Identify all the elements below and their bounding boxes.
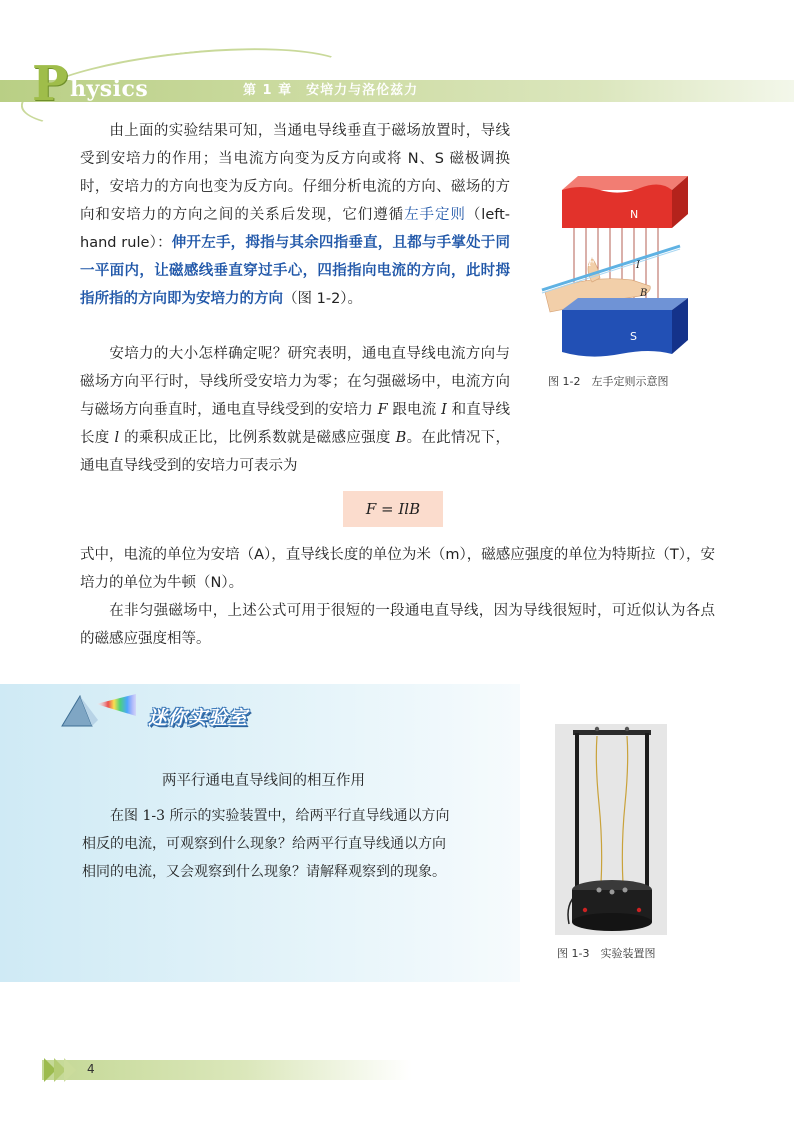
figure-caption: 图 1-3 实验装置图 bbox=[557, 947, 656, 960]
paragraph-left-hand-rule bbox=[80, 117, 510, 313]
term-left-hand-rule: 左手定则 bbox=[404, 207, 466, 223]
paragraph-text: 由上面的实验结果可知，当通电导线垂直于磁场放置时，导线受到安培力的作用；当电流方向变为反方向或将 N、S 磁极调换时，安培力的方向也变为反方向。仔细分析电流的方向、磁场的方向和安培力的方向之间的关系后发现，它们遵循 bbox=[80, 123, 510, 223]
page-number: 4 bbox=[87, 1062, 95, 1076]
paragraph-text: 安培力的大小怎样确定呢？研究表明，通电直导线电流方向与磁场方向平行时，导线所受安培力为零；在匀强磁场中，电流方向与磁场方向垂直时，通电直导线受到的安培力 bbox=[80, 346, 510, 418]
symbol-B: B bbox=[395, 430, 407, 446]
mini-lab-subtitle: 两平行通电直导线间的相互作用 bbox=[162, 773, 365, 789]
figure-caption: 图 1-2 左手定则示意图 bbox=[548, 375, 669, 388]
footer-bar bbox=[42, 1060, 412, 1080]
header-logo-initial: P bbox=[32, 56, 69, 112]
prism-icon bbox=[56, 690, 136, 730]
paragraph-text: 。在此情况下，通电直导线受到的安培力可表示为 bbox=[80, 430, 510, 474]
chapter-title: 第 1 章 安培力与洛伦兹力 bbox=[243, 83, 419, 98]
paragraph-end: （图 1-2）。 bbox=[283, 291, 363, 307]
mini-lab-title: 迷你实验室 bbox=[148, 707, 249, 729]
rule-statement: 伸开左手，拇指与其余四指垂直，且都与手掌处于同一平面内，让磁感线垂直穿过手心，四指指向电流的方向，此时拇指所指的方向即为安培力的方向 bbox=[80, 235, 511, 307]
paragraph-units: 式中，电流的单位为安培（A），直导线长度的单位为米（m），磁感应强度的单位为特斯拉（T），安培力的单位为牛顿（N）。 bbox=[80, 547, 715, 591]
symbol-I: I bbox=[441, 402, 447, 418]
mini-lab-text bbox=[82, 802, 452, 886]
header-logo-text: hysics bbox=[70, 76, 149, 102]
paragraph-text: 在非匀强磁场中，上述公式可用于很短的一段通电直导线，因为导线很短时，可近似认为各点的磁感应强度相等。 bbox=[80, 603, 715, 647]
paragraph-text: 跟电流 bbox=[387, 402, 442, 418]
paragraph-text: 在图 1-3 所示的实验装置中，给两平行直导线通以方向相反的电流，可观察到什么现象？给两平行直导线通以方向相同的电流，又会观察到什么现象？请解释观察到的现象。 bbox=[82, 808, 450, 880]
paragraph-nonuniform bbox=[80, 597, 715, 653]
left-hand-rule-figure bbox=[540, 172, 690, 368]
footer-arrows-icon bbox=[44, 1058, 82, 1082]
force-label: F bbox=[588, 258, 595, 269]
term-english: （left-hand rule）： bbox=[80, 207, 511, 251]
current-label: I bbox=[636, 260, 640, 271]
symbol-F: F bbox=[377, 402, 388, 418]
magnet-s-label: S bbox=[630, 330, 637, 343]
field-label: B bbox=[640, 288, 648, 299]
apparatus-figure bbox=[555, 724, 667, 935]
magnet-n-label: N bbox=[630, 208, 639, 221]
symbol-l: l bbox=[114, 430, 120, 446]
formula-box: F = IlB bbox=[343, 491, 443, 527]
paragraph-text: 和直导线长度 bbox=[80, 402, 511, 446]
paragraph-magnitude bbox=[80, 340, 510, 480]
paragraph-text: 的乘积成正比，比例系数就是磁感应强度 bbox=[119, 430, 396, 446]
